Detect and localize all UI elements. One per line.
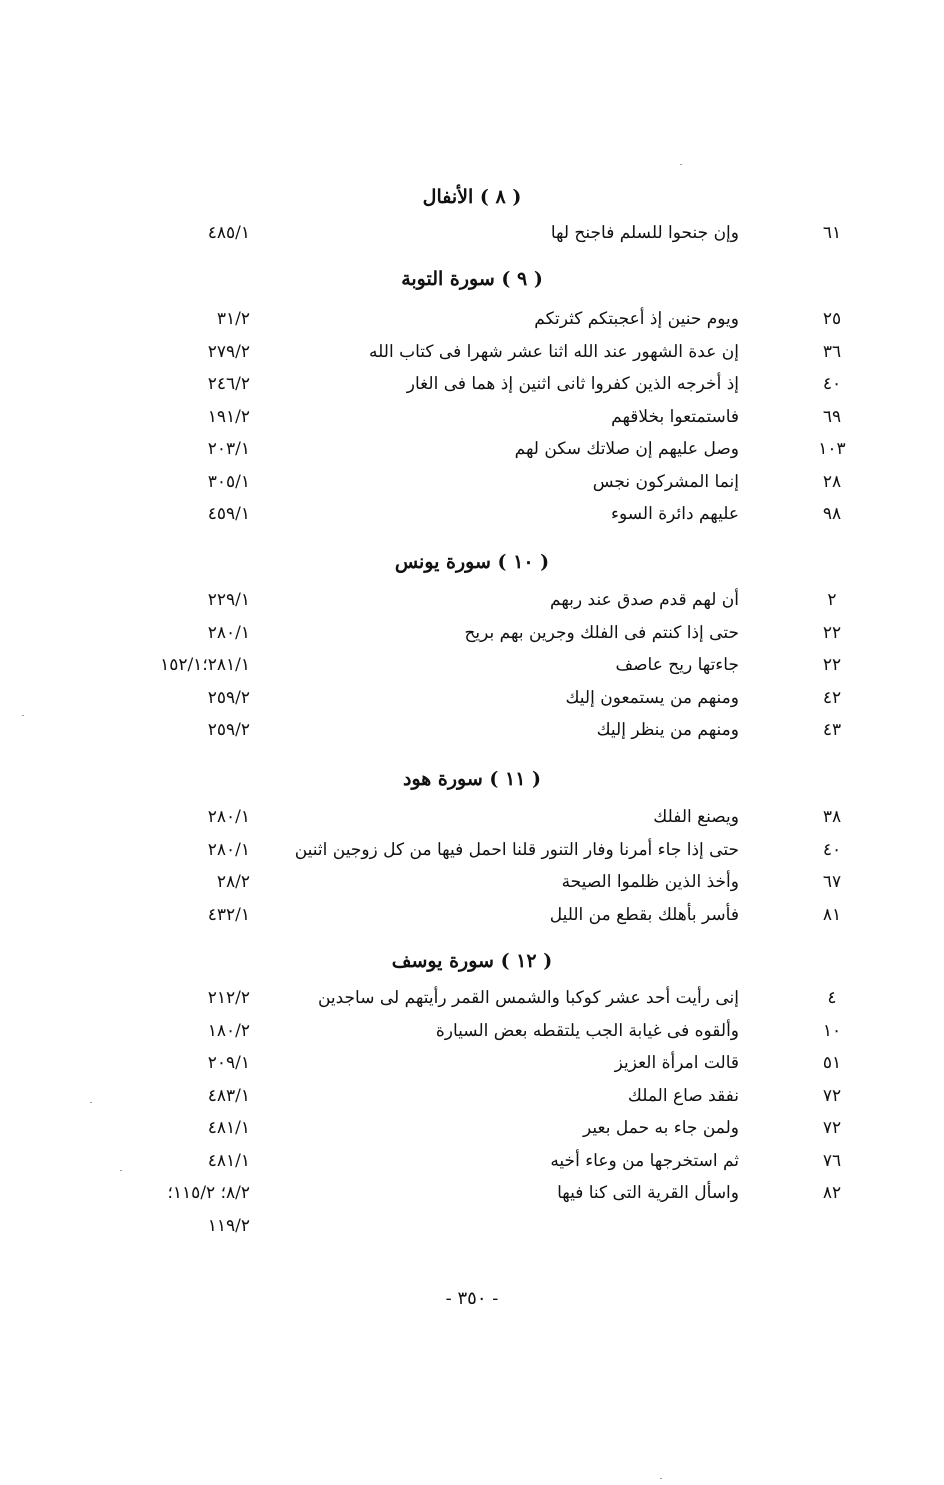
- verse-number: ٨١: [822, 904, 842, 925]
- volume-page-reference: ٤٨١/١: [207, 1150, 250, 1171]
- verse-number: ٣٨: [822, 807, 842, 827]
- verse-number: ٧٦: [822, 1150, 842, 1171]
- reference-continuation-row: [0, 1212, 944, 1245]
- verse-list: [0, 984, 944, 1244]
- verse-row: [0, 1147, 944, 1180]
- verse-text: أن لهم قدم صدق عند ربهم: [550, 590, 739, 610]
- verse-row: [0, 1179, 944, 1212]
- verse-text: نفقد صاع الملك: [627, 1085, 739, 1106]
- volume-page-reference: ٤٣٢/١: [207, 904, 250, 925]
- verse-text: إن عدة الشهور عند الله اثنا عشر شهرا فى كتاب الله: [369, 341, 739, 362]
- volume-page-reference: ٢٨١/١؛١٥٢/١: [160, 655, 250, 675]
- verse-row: [0, 1017, 944, 1050]
- verse-row: [0, 1082, 944, 1115]
- section-title: ( ١٢ ) سورة يوسف: [391, 950, 553, 972]
- verse-row: [0, 868, 944, 901]
- volume-page-reference: ٤٨٥/١: [207, 223, 250, 243]
- verse-row: [0, 1114, 944, 1147]
- verse-text: وألقوه فى غيابة الجب يلتقطه بعض السيارة: [435, 1020, 739, 1041]
- volume-page-reference: ١٨٠/٢: [207, 1020, 250, 1041]
- volume-page-reference: ٢٥٩/٢: [207, 720, 250, 740]
- volume-page-reference: ٤٥٩/١: [207, 504, 250, 524]
- verse-text: ومنهم من ينظر إليك: [596, 720, 739, 740]
- verse-number: ١٠: [822, 1020, 842, 1041]
- paper-speck: [660, 1478, 662, 1479]
- volume-page-reference: ٣١/٢: [216, 309, 250, 329]
- verse-text: فأسر بأهلك بقطع من الليل: [549, 904, 739, 925]
- verse-number: ٦٧: [822, 872, 842, 892]
- volume-page-reference: ٢٧٩/٢: [207, 341, 250, 362]
- verse-number: ٧٢: [822, 1118, 842, 1138]
- verse-text: ولمن جاء به حمل بعير: [583, 1118, 739, 1138]
- verse-text: وأخذ الذين ظلموا الصيحة: [561, 872, 739, 892]
- verse-text: واسأل القرية التى كنا فيها: [557, 1183, 739, 1203]
- verse-row: [0, 651, 944, 684]
- paper-speck: [680, 164, 682, 165]
- verse-text: ومنهم من يستمعون إليك: [565, 687, 739, 708]
- verse-row: [0, 836, 944, 869]
- verse-row: [0, 586, 944, 619]
- verse-text: ويوم حنين إذ أعجبتكم كثرتكم: [534, 309, 739, 329]
- verse-text: وإن جنحوا للسلم فاجنح لها: [550, 223, 739, 243]
- verse-row: [0, 435, 944, 468]
- verse-number: ٢٥: [822, 309, 842, 329]
- verse-text: إذ أخرجه الذين كفروا ثانى اثنين إذ هما فى الغار: [406, 374, 739, 394]
- verse-text: عليهم دائرة السوء: [610, 504, 739, 524]
- verse-list: [0, 219, 944, 252]
- verse-text: إنى رأيت أحد عشر كوكبا والشمس القمر رأيتهم لى ساجدين: [317, 988, 739, 1008]
- volume-page-reference: ٤٨١/١: [207, 1118, 250, 1138]
- verse-number: ٤٣: [822, 720, 842, 740]
- volume-page-reference: ٢٨٠/١: [207, 622, 250, 643]
- verse-number: ٤٠: [822, 839, 842, 860]
- verse-list: [0, 803, 944, 933]
- verse-number: ٢٨: [822, 471, 842, 492]
- volume-page-reference: ٢٠٣/١: [207, 439, 250, 459]
- verse-number: ٢٢: [822, 655, 842, 675]
- verse-row: [0, 1049, 944, 1082]
- volume-page-reference: ٣٠٥/١: [207, 471, 250, 492]
- volume-page-reference: ٢٥٩/٢: [207, 687, 250, 708]
- verse-number: ٥١: [822, 1053, 842, 1073]
- verse-row: [0, 803, 944, 836]
- volume-page-reference: ٢٨٠/١: [207, 839, 250, 860]
- verse-text: قالت امرأة العزيز: [614, 1053, 739, 1073]
- page-number: - ٣٥٠ -: [445, 1288, 499, 1309]
- volume-page-reference: ٢١٢/٢: [207, 988, 250, 1008]
- verse-row: [0, 619, 944, 652]
- verse-text: حتى إذا كنتم فى الفلك وجرين بهم بريح: [464, 622, 739, 643]
- verse-row: [0, 684, 944, 717]
- section-title: ( ٩ ) سورة التوبة: [401, 268, 543, 290]
- volume-page-reference: ٨/٢؛ ١١٥/٢؛: [167, 1183, 250, 1203]
- verse-row: [0, 901, 944, 934]
- verse-text: وصل عليهم إن صلاتك سكن لهم: [514, 439, 739, 459]
- verse-text: فاستمتعوا بخلاقهم: [611, 406, 739, 427]
- volume-page-reference-continuation: ١١٩/٢: [207, 1215, 250, 1236]
- verse-text: حتى إذا جاء أمرنا وفار التنور قلنا احمل فيها من كل زوجين اثنين: [294, 839, 739, 860]
- verse-row: [0, 500, 944, 533]
- verse-row: [0, 219, 944, 252]
- volume-page-reference: ٢٤٦/٢: [207, 374, 250, 394]
- verse-number: ١٠٣: [818, 439, 846, 459]
- verse-number: ٧٢: [822, 1085, 842, 1106]
- verse-number: ٨٢: [822, 1183, 842, 1203]
- paper-speck: [90, 1102, 92, 1103]
- verse-list: [0, 305, 944, 533]
- verse-row: [0, 716, 944, 749]
- verse-row: [0, 403, 944, 436]
- verse-row: [0, 305, 944, 338]
- verse-number: ٤٢: [822, 687, 842, 708]
- verse-row: [0, 370, 944, 403]
- verse-row: [0, 984, 944, 1017]
- verse-number: ٩٨: [822, 504, 842, 524]
- verse-text: ويصنع الفلك: [653, 807, 739, 827]
- verse-row: [0, 468, 944, 501]
- verse-number: ٣٦: [822, 341, 842, 362]
- verse-number: ٦١: [822, 223, 842, 243]
- volume-page-reference: ٢٨/٢: [216, 872, 250, 892]
- section-title: ( ١٠ ) سورة يونس: [394, 551, 550, 573]
- section-title: ( ١١ ) سورة هود: [402, 768, 542, 790]
- verse-number: ٦٩: [822, 406, 842, 427]
- volume-page-reference: ٤٨٣/١: [207, 1085, 250, 1106]
- verse-text: ثم استخرجها من وعاء أخيه: [550, 1150, 739, 1171]
- volume-page-reference: ٢٨٠/١: [207, 807, 250, 827]
- section-title: ( ٨ ) الأنفال: [422, 186, 522, 208]
- verse-text: إنما المشركون نجس: [592, 471, 739, 492]
- verse-number: ٤: [827, 988, 837, 1008]
- verse-text: جاءتها ريح عاصف: [615, 655, 739, 675]
- volume-page-reference: ٢٢٩/١: [207, 590, 250, 610]
- paper-speck: [120, 1170, 122, 1171]
- verse-number: ٢: [827, 590, 837, 610]
- verse-number: ٢٢: [822, 622, 842, 643]
- paper-speck: [22, 715, 24, 716]
- verse-list: [0, 586, 944, 749]
- volume-page-reference: ٢٠٩/١: [207, 1053, 250, 1073]
- verse-row: [0, 338, 944, 371]
- verse-number: ٤٠: [822, 374, 842, 394]
- volume-page-reference: ١٩١/٢: [207, 406, 250, 427]
